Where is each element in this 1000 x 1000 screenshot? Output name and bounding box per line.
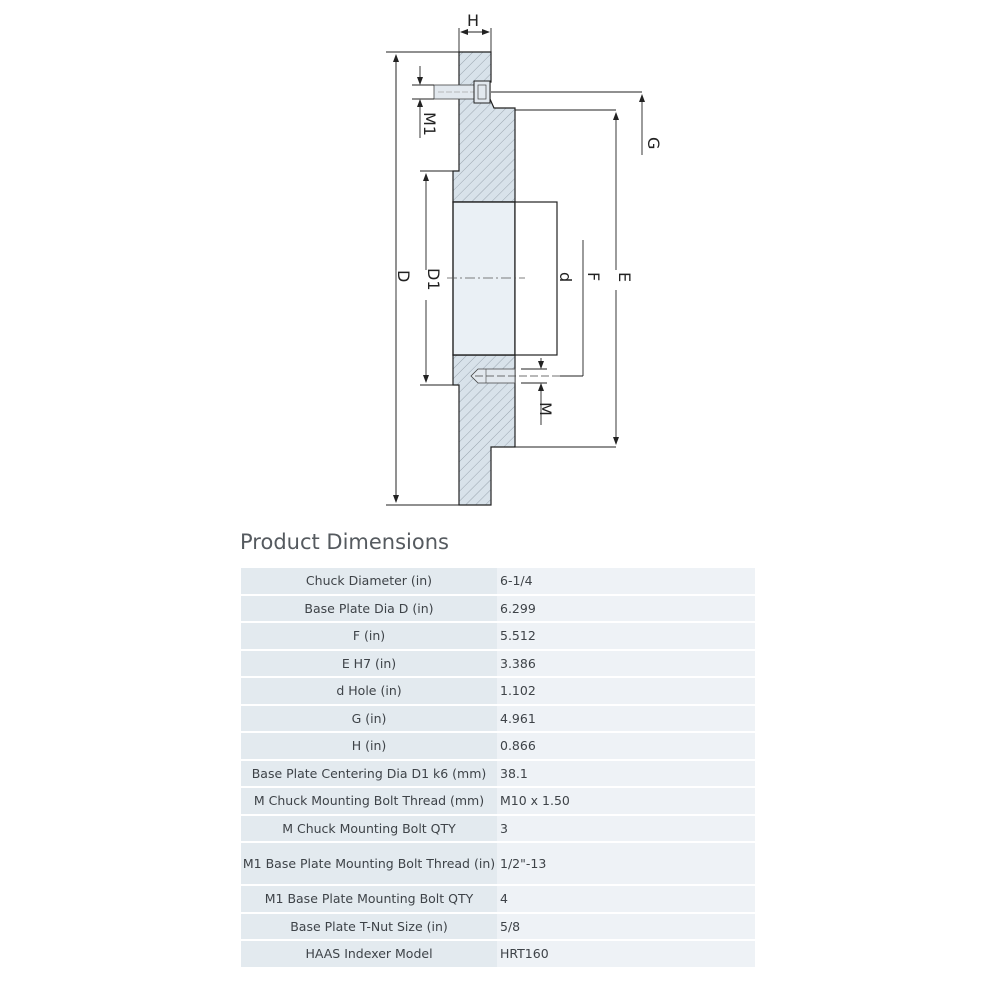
table-row	[241, 941, 755, 969]
label-d-hole: d	[556, 272, 575, 283]
row-label: Base Plate Dia D (in)	[241, 596, 497, 624]
table-row	[241, 678, 755, 706]
row-label: M Chuck Mounting Bolt QTY	[241, 816, 497, 844]
table-row	[241, 843, 755, 886]
table-row	[241, 623, 755, 651]
table-row	[241, 596, 755, 624]
row-value: 3.386	[497, 651, 755, 679]
row-label: Base Plate Centering Dia D1 k6 (mm)	[241, 761, 497, 789]
row-value: 4.961	[497, 706, 755, 734]
row-label: H (in)	[241, 733, 497, 761]
label-g: G	[644, 137, 663, 150]
table-row	[241, 914, 755, 942]
row-value: 5/8	[497, 914, 755, 942]
label-h: H	[467, 11, 480, 30]
table-row	[241, 651, 755, 679]
row-label: F (in)	[241, 623, 497, 651]
row-value: 5.512	[497, 623, 755, 651]
table-row	[241, 886, 755, 914]
dimensions-table	[241, 568, 755, 969]
label-m: M	[536, 402, 555, 416]
row-label: HAAS Indexer Model	[241, 941, 497, 969]
row-label: M Chuck Mounting Bolt Thread (mm)	[241, 788, 497, 816]
label-m1: M1	[420, 112, 439, 136]
row-label: G (in)	[241, 706, 497, 734]
row-value: 3	[497, 816, 755, 844]
row-label: M1 Base Plate Mounting Bolt Thread (in)	[241, 843, 497, 886]
table-row	[241, 788, 755, 816]
row-value: 0.866	[497, 733, 755, 761]
table-row	[241, 816, 755, 844]
table-row	[241, 568, 755, 596]
row-label: E H7 (in)	[241, 651, 497, 679]
table-row	[241, 733, 755, 761]
row-value: 6-1/4	[497, 568, 755, 596]
row-value: M10 x 1.50	[497, 788, 755, 816]
row-label: M1 Base Plate Mounting Bolt QTY	[241, 886, 497, 914]
label-f: F	[584, 272, 603, 282]
section-title: Product Dimensions	[240, 530, 449, 554]
row-label: d Hole (in)	[241, 678, 497, 706]
table-row	[241, 761, 755, 789]
row-value: 6.299	[497, 596, 755, 624]
row-value: HRT160	[497, 941, 755, 969]
label-d-outer: D	[394, 270, 413, 283]
plate-section	[447, 52, 557, 505]
row-label: Base Plate T-Nut Size (in)	[241, 914, 497, 942]
row-value: 1.102	[497, 678, 755, 706]
row-value: 1/2"-13	[497, 843, 755, 886]
label-e: E	[615, 272, 634, 283]
label-d1: D1	[424, 268, 443, 291]
row-label: Chuck Diameter (in)	[241, 568, 497, 596]
row-value: 4	[497, 886, 755, 914]
row-value: 38.1	[497, 761, 755, 789]
table-row	[241, 706, 755, 734]
